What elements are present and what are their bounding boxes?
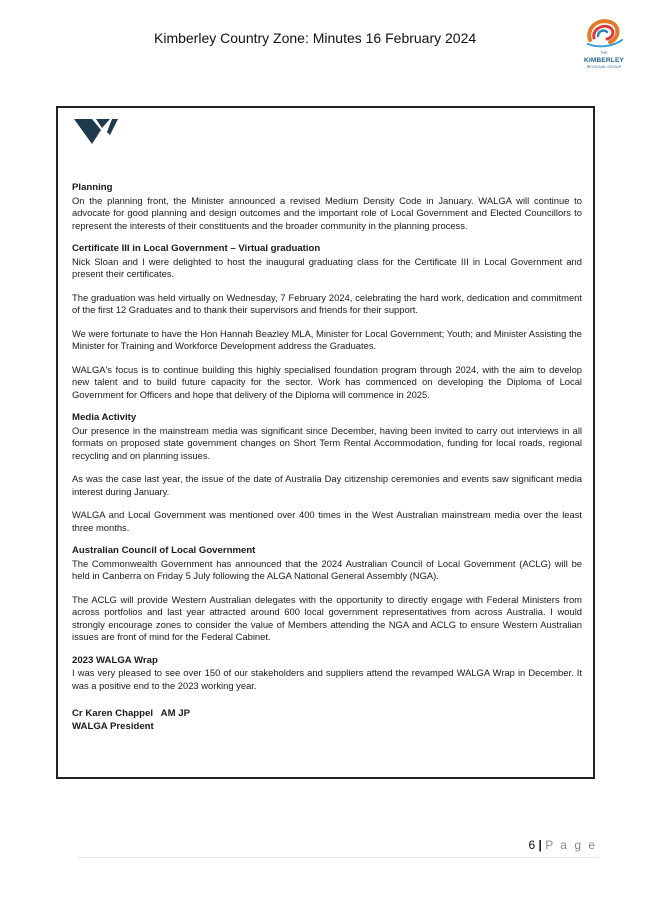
walga-report-frame xyxy=(56,106,595,779)
paragraph: WALGA's focus is to continue building this highly specialised foundation program through 2024, with the aim to develop new talent and to build future capacity for the sector. Work has commenced on developing the Diploma of Local Government for Officers and hope that delivery of the Diploma will commence in 2025. xyxy=(72,363,582,400)
section-heading-media-activity: Media Activity xyxy=(72,412,137,423)
paragraph: On the planning front, the Minister announced a revised Medium Density Code in January. WALGA will continue to advocate for good planning and design outcomes and the important role of Local Government and Elected Councillors to represent the interests of their constituents and the broader community in the planning process. xyxy=(72,194,582,231)
report-body xyxy=(72,182,582,733)
signature-title: WALGA President xyxy=(72,720,154,732)
paragraph: As was the case last year, the issue of the date of Australia Day citizenship ceremonies and events saw significant media interest during January. xyxy=(72,473,582,497)
page-number-value: 6 xyxy=(528,838,536,852)
paragraph: We were fortunate to have the Hon Hannah Beazley MLA, Minister for Local Government; Youth; and Minister Assisting the Minister for Training and Workforce Development address the Graduates. xyxy=(72,327,582,351)
paragraph: WALGA and Local Government was mentioned over 400 times in the West Australian mainstream media over the least three months. xyxy=(72,509,582,533)
footer-divider xyxy=(78,857,598,858)
paragraph: The ACLG will provide Western Australian delegates with the opportunity to directly engage with Federal Ministers from across portfolios and last year attracted around 600 local government representatives from across Australia. I would strongly encourage zones to consider the value of Members attending the NGA and ACLG to ensure Western Australian issues are front of mind for the Federal Cabinet. xyxy=(72,593,582,642)
section-heading-aclg: Australian Council of Local Government xyxy=(72,545,256,556)
section-heading-walga-wrap: 2023 WALGA Wrap xyxy=(72,654,158,666)
paragraph: The graduation was held virtually on Wednesday, 7 February 2024, celebrating the hard work, dedication and commitment of the first 12 Graduates and to thank their supervisors and friends for their support. xyxy=(72,291,582,315)
section-heading-certificate-iii: Certificate III in Local Government – Virtual graduation xyxy=(72,243,321,254)
walga-logo-icon xyxy=(72,116,124,153)
paragraph: I was very pleased to see over 150 of our stakeholders and suppliers attend the revamped WALGA Wrap in December. It was a positive end to the 2023 working year. xyxy=(72,667,582,691)
page-separator: | xyxy=(538,838,542,852)
kimberley-logo-text: THE KIMBERLEY REGIONAL GROUP xyxy=(583,51,625,69)
paragraph: Our presence in the mainstream media was significant since December, having been invited to carry out interviews in all formats on proposed state government changes on Short Term Rental Accommodation, funding for local roads, regional recycling and on planning issues. xyxy=(72,424,582,461)
paragraph: The Commonwealth Government has announced that the 2024 Australian Council of Local Government (ACLG) will be held in Canberra on Friday 5 July following the ALGA National General Assembly (NGA). xyxy=(72,557,582,581)
signature-name: Cr Karen Chappel AM JP xyxy=(72,708,190,719)
document-header-title: Kimberley Country Zone: Minutes 16 February 2024 xyxy=(154,30,477,46)
section-heading-planning: Planning xyxy=(72,182,113,193)
page-word: P a g e xyxy=(545,838,597,852)
page-number xyxy=(528,838,597,852)
paragraph: Nick Sloan and I were delighted to host the inaugural graduating class for the Certificate III in Local Government and present their certificates. xyxy=(72,255,582,279)
